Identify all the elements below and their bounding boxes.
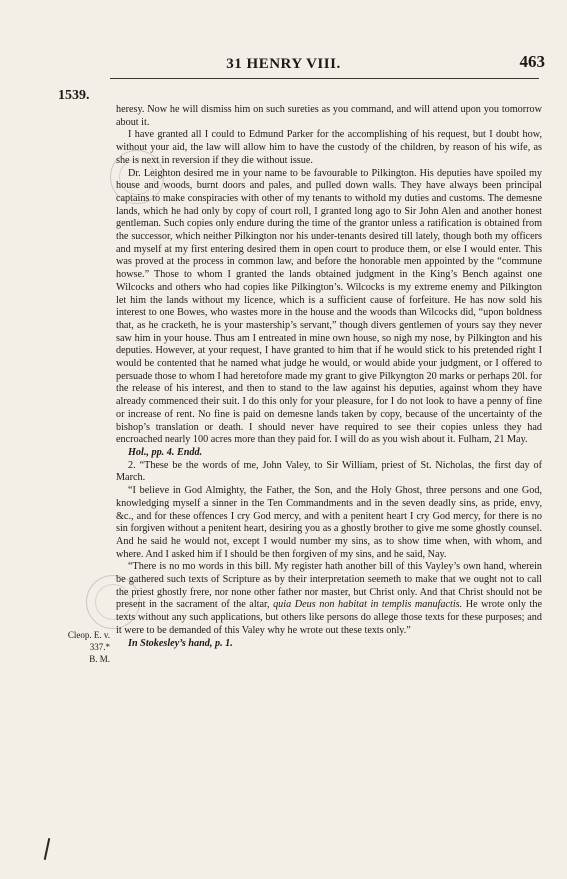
latin-quote: quia Deus non habitat in templis manufactis.: [273, 599, 463, 611]
margin-citation: [56, 629, 110, 665]
paragraph: “I believe in God Almighty, the Father, the Son, and the Holy Ghost, three persons and one God, knowledging myself a sinner in the Ten Commandments and in the seven deadly sins, as pride, envy, &c., and for these offences I cry God mercy, and with a penitent heart I cry God mercy, for there is no sin forgiven without a penitent heart, desiring you as a ghostly brother to give me some ghostly counsel. And he said he would not, except I would number my sins, as to show time when, with whom, and where. And I asked him if I should be then forgiven of my sins, and he said, Nay.: [116, 485, 542, 560]
text-run: He wrote only the texts without any such applications, but others like persons do allege those texts for these purposes; and it were to be demanded of this Valey why he wrote out these texts only.”: [116, 599, 542, 636]
year-marker: 1539.: [58, 88, 90, 103]
entry-heading-paragraph: 2. “These be the words of me, John Valey, to Sir William, priest of St. Nicholas, the first day of March.: [116, 459, 542, 484]
citation-line: 337.*: [89, 642, 110, 652]
pen-mark: [44, 838, 51, 860]
citation-line: Cleop. E. v.: [67, 630, 110, 640]
paragraph: heresy. Now he will dismiss him on such sureties as you command, and will attend upon you tomorrow about it.: [116, 104, 542, 128]
page-number: 463: [519, 52, 545, 71]
running-head-title: 31 HENRY VIII.: [226, 56, 341, 72]
paragraph: Dr. Leighton desired me in your name to be favourable to Pilkington. His deputies have spoiled my house and woods, burnt doors and pales, and pulled down walls. They have always been principal captains to make conspiracies with other of my tenants to withold my duties and customs. The demesne lands, which he had only by copy of court roll, I granted long ago to Sir John Alen and another honest gentleman. Such copies only endure during the time of the grantor unless a ratification is obtained from the successor, which neither Pilkington nor his under-tenants desired till lately, though both my officers and myself at my first entering desired them in open court to produce them, or else I would enter. This was proved at the process in common law, and before the honorable men appointed by the “commune howse.” Those to whom I granted the lands obtained judgment in the King’s Bench against one Wilcocks and others who had copies like Pilkington’s. Wilcocks is my extreme enemy and Pilkington let him the lands without my licence, which is a sufficient cause of forfeiture. He has now sold his interest to one Bowes, who wastes more in the house and the woods than Wilcocks did, “upon boldness that, as he cracketh, he is your mastership’s servant,” though divers gentlemen of yours say they never saw him in your house. Thus am I entreated in mine own house, so nigh my nose, by Pilkington and his deputies. However, at your request, I have granted to him that if he would stick to his pretended right I would be contented that he named what judge he would, or would abide your judgment, or I offered to persuade those to whom I had heretofore made my grant to give Pilkyngton 20 marks or perhaps 20l. for the release of his interest, and then to stand to the law against his deputies, against whom they have already commenced their suit. I do this only for your pleasure, for I do not look to have a penny of fine or increase of rent. No fine is paid on demesne lands taken by copy, because of the uncertainty of the bishop’s translation or death. I should never have required to see their copies unless they had encroached nearly 100 acres more than they paid for. I will do as you wish about it. Fulham, 21 May.: [116, 167, 542, 446]
running-head: [0, 52, 567, 80]
paragraph: [116, 561, 542, 637]
header-rule: [110, 78, 539, 79]
document-reference: Hol., pp. 4. Endd.: [128, 446, 203, 458]
document-reference: In Stokesley’s hand, p. 1.: [128, 637, 233, 649]
citation-line: B. M.: [89, 654, 110, 664]
main-text: [116, 104, 542, 650]
paragraph: I have granted all I could to Edmund Parker for the accomplishing of his request, but I doubt how, without your aid, the law will allow him to have the custody of the children, by reason of his wife, as she is next in reversion if they die without issue.: [116, 129, 542, 166]
text-run: “There is no mo words in this bill. My register hath another bill of this Vayley’s own hand, wherein be gathered such texts of Scripture as by their interpretation seemeth to make that we ought not to call the priest ghostly frere, nor none other father nor master, but Christ only. And that Christ should not be present in the sacrament of the altar,: [116, 561, 542, 611]
